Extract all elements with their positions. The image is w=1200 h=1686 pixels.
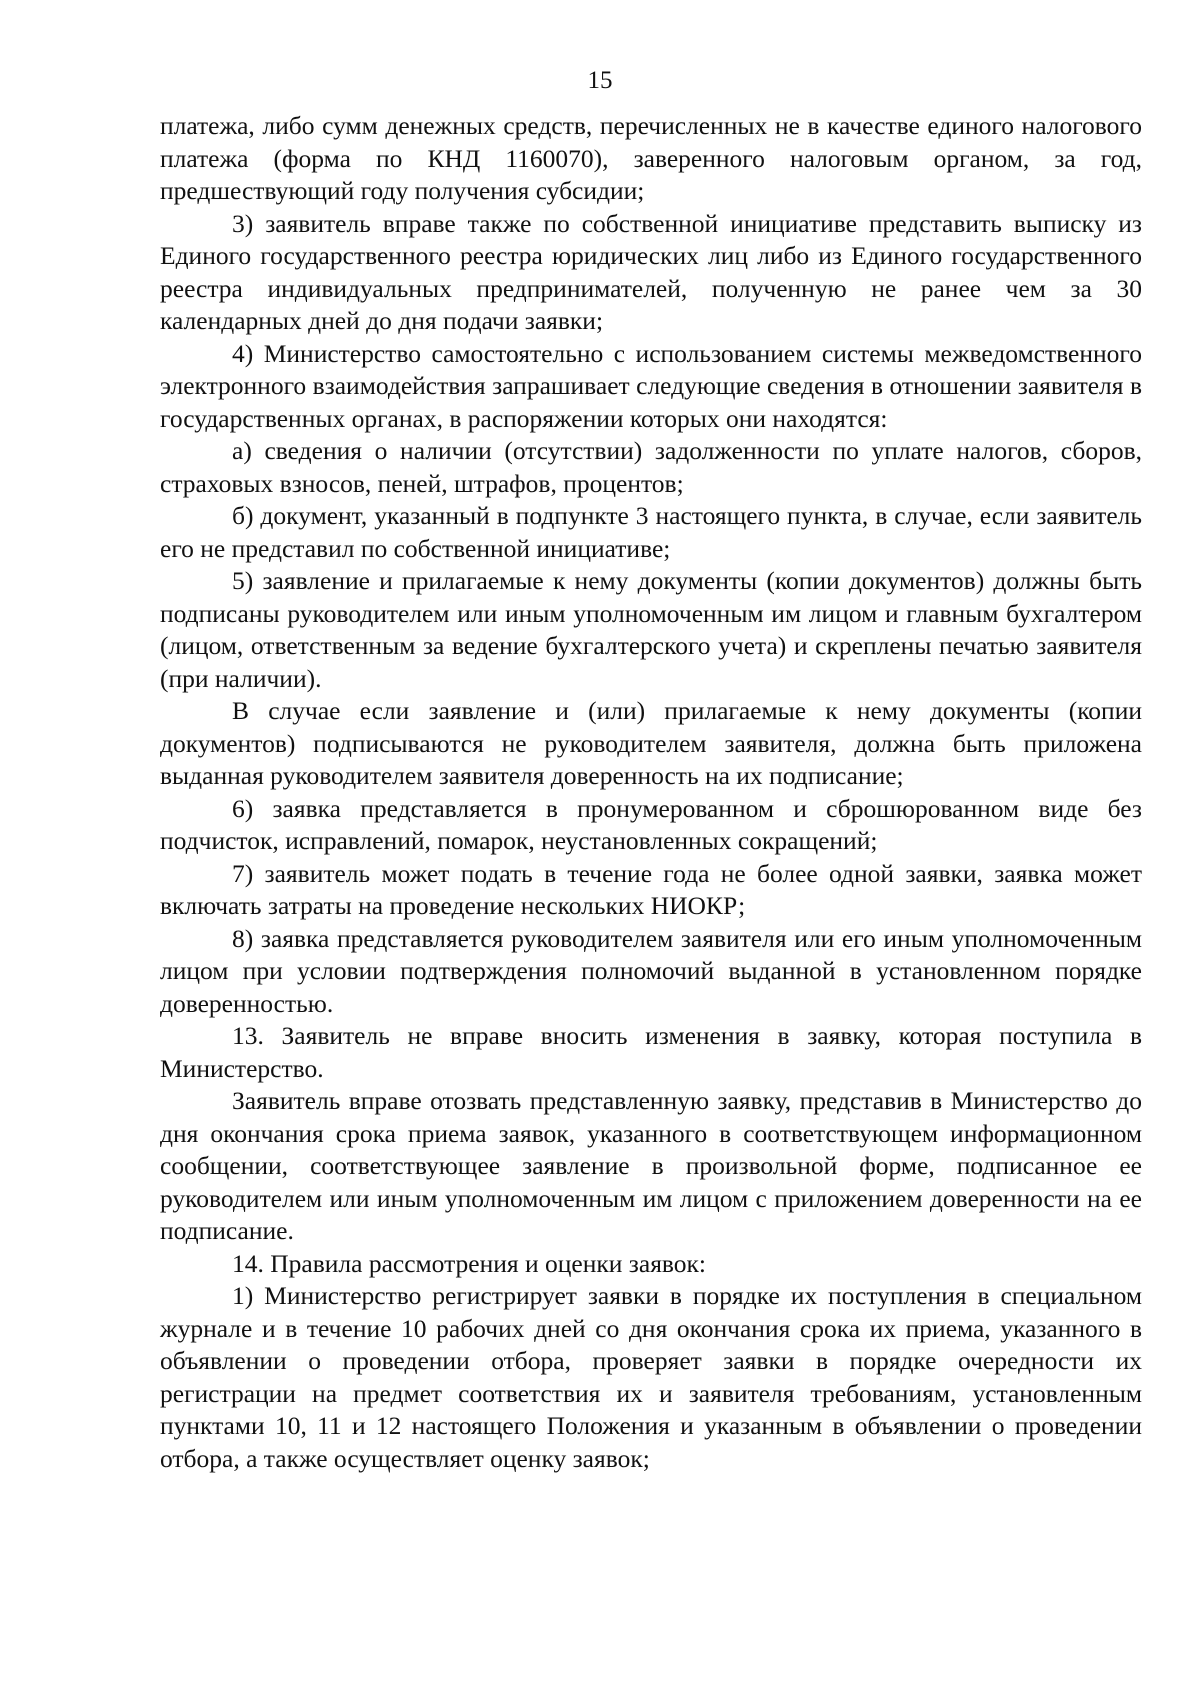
paragraph-clause-13: 13. Заявитель не вправе вносить изменения в заявку, которая поступила в Министерство. xyxy=(160,1021,1142,1083)
paragraph-clause-14: 14. Правила рассмотрения и оценки заявок: xyxy=(232,1248,707,1278)
paragraph-item-3: 3) заявитель вправе также по собственной инициативе представить выписку из Единого государственного реестра юридических лиц либо из Единого государственного реестра индивидуальных предпринимателей, полученную не ранее чем за 30 календарных дней до дня подачи заявки; xyxy=(160,208,1142,335)
paragraph-clause-13-withdrawal: Заявитель вправе отозвать представленную заявку, представив в Министерство до дня окончания срока приема заявок, указанного в соответствующем информационном сообщении, соответствующее заявление в произвольной форме, подписанное ее руководителем или иным уполномоченным им лицом с приложением доверенности на ее подписание. xyxy=(160,1086,1142,1245)
paragraph-item-5-note: В случае если заявление и (или) прилагаемые к нему документы (копии документов) подписываются не руководителем заявителя, должна быть приложена выданная руководителем заявителя доверенность на их подписание; xyxy=(160,696,1142,790)
paragraph-subitem-a: а) сведения о наличии (отсутствии) задолженности по уплате налогов, сборов, страховых взносов, пеней, штрафов, процентов; xyxy=(160,436,1142,498)
paragraph-continuation: платежа, либо сумм денежных средств, перечисленных не в качестве единого налогового платежа (форма по КНД 1160070), заверенного налоговым органом, за год, предшествующий году получения субсидии; xyxy=(160,111,1142,205)
paragraph-item-6: 6) заявка представляется в пронумерованном и сброшюрованном виде без подчисток, исправлений, помарок, неустановленных сокращений; xyxy=(160,793,1142,855)
page-number: 15 xyxy=(587,67,613,94)
paragraph-subitem-b: б) документ, указанный в подпункте 3 настоящего пункта, в случае, если заявитель его не представил по собственной инициативе; xyxy=(160,501,1142,563)
document-body xyxy=(160,110,1142,1475)
paragraph-clause-14-item-1: 1) Министерство регистрирует заявки в порядке их поступления в специальном журнале и в течение 10 рабочих дней со дня окончания срока их приема, указанного в объявлении о проведении отбора, проверяет заявки в порядке очередности их регистрации на предмет соответствия их и заявителя требованиям, установленным пунктами 10, 11 и 12 настоящего Положения и указанным в объявлении о проведении отбора, а также осуществляет оценку заявок; xyxy=(160,1281,1142,1473)
paragraph-item-5: 5) заявление и прилагаемые к нему документы (копии документов) должны быть подписаны руководителем или иным уполномоченным им лицом и главным бухгалтером (лицом, ответственным за ведение бухгалтерского учета) и скреплены печатью заявителя (при наличии). xyxy=(160,566,1142,693)
paragraph-item-8: 8) заявка представляется руководителем заявителя или его иным уполномоченным лицом при условии подтверждения полномочий выданной в установленном порядке доверенностью. xyxy=(160,923,1142,1018)
paragraph-item-7: 7) заявитель может подать в течение года не более одной заявки, заявка может включать затраты на проведение нескольких НИОКР; xyxy=(160,858,1142,920)
paragraph-item-4: 4) Министерство самостоятельно с использованием системы межведомственного электронного взаимодействия запрашивает следующие сведения в отношении заявителя в государственных органах, в распоряжении которых они находятся: xyxy=(160,338,1142,433)
